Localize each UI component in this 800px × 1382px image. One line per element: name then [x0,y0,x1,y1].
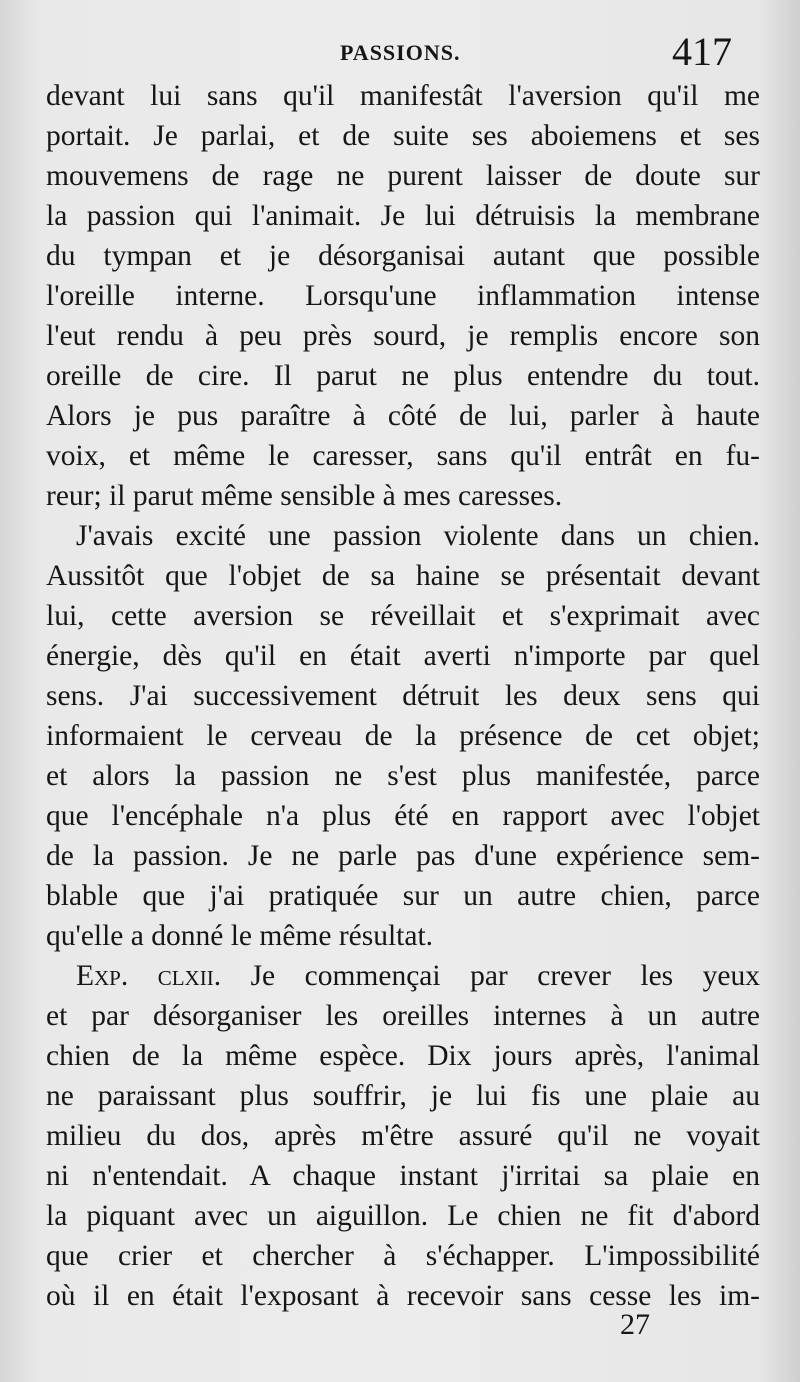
text-line: que l'encéphale n'a plus été en rapport avec l'objet [46,800,760,832]
text-line: milieu du dos, après m'être assuré qu'il ne voyait [46,1120,760,1152]
text-line: mouvemens de rage ne purent laisser de doute sur [46,160,760,192]
experiment-heading-line: Exp. clxii. Je commençai par crever les yeux [76,960,760,992]
text-line: Alors je pus paraître à côté de lui, parler à haute [46,400,760,432]
text-line: la piquant avec un aiguillon. Le chien ne fit d'abord [46,1200,760,1232]
text-line: sens. J'ai successivement détruit les deux sens qui [46,680,760,712]
page-header [0,28,800,78]
experiment-label: Exp. clxii. [76,960,222,992]
text-line: et par désorganiser les oreilles internes à un autre [46,1000,760,1032]
body-text [46,76,760,1316]
text-line: oreille de cire. Il parut ne plus entendre du tout. [46,360,760,392]
text-line: l'eut rendu à peu près sourd, je remplis encore son [46,320,760,352]
text-line: et alors la passion ne s'est plus manifestée, parce [46,760,760,792]
text-line: devant lui sans qu'il manifestât l'aversion qu'il me [46,80,760,112]
text-line: l'oreille interne. Lorsqu'une inflammation intense [46,280,760,312]
text-line: voix, et même le caresser, sans qu'il entrât en fu- [46,440,760,472]
text-line: de la passion. Je ne parle pas d'une expérience sem- [46,840,760,872]
signature-mark: 27 [620,1308,650,1341]
text-line: Aussitôt que l'objet de sa haine se présentait devant [46,560,760,592]
text-line: blable que j'ai pratiquée sur un autre chien, parce [46,880,760,912]
text-line: chien de la même espèce. Dix jours après, l'animal [46,1040,760,1072]
text-line: ni n'entendait. A chaque instant j'irritai sa plaie en [46,1160,760,1192]
page-number: 417 [672,29,732,74]
running-title: PASSIONS. [340,40,461,65]
text-line: que crier et chercher à s'échapper. L'impossibilité [46,1240,760,1272]
text-line: ne paraissant plus souffrir, je lui fis une plaie au [46,1080,760,1112]
text-line: portait. Je parlai, et de suite ses aboiemens et ses [46,120,760,152]
text-line: énergie, dès qu'il en était averti n'importe par quel [46,640,760,672]
text-line: informaient le cerveau de la présence de cet objet; [46,720,760,752]
paragraph-start-line: J'avais excité une passion violente dans un chien. [76,520,760,552]
text-line: lui, cette aversion se réveillait et s'exprimait avec [46,600,760,632]
text-line: du tympan et je désorganisai autant que possible [46,240,760,272]
paragraph-end-line: qu'elle a donné le même résultat. [46,920,434,952]
text-line: la passion qui l'animait. Je lui détruisis la membrane [46,200,760,232]
paragraph-end-line: reur; il parut même sensible à mes caresses. [46,480,563,512]
text-line: où il en était l'exposant à recevoir sans cesse les im- [46,1280,760,1312]
